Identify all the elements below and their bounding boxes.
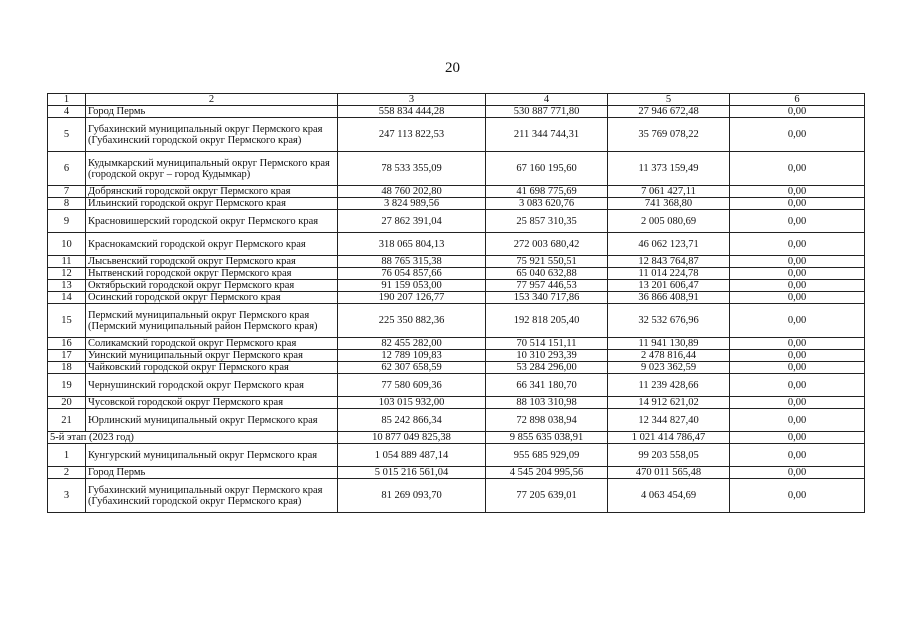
value-col-6: 0,00 [730,432,865,444]
value-col-5: 32 532 676,96 [608,304,730,338]
row-number: 9 [48,210,86,233]
value-col-5: 11 014 224,78 [608,268,730,280]
municipality-name: Лысьвенский городской округ Пермского края [86,256,338,268]
value-col-4: 75 921 550,51 [486,256,608,268]
column-header-4: 4 [486,94,608,106]
value-col-5: 2 005 080,69 [608,210,730,233]
row-number: 14 [48,292,86,304]
value-col-5: 4 063 454,69 [608,479,730,513]
value-col-3: 103 015 932,00 [338,397,486,409]
value-col-4: 72 898 038,94 [486,409,608,432]
value-col-6: 0,00 [730,152,865,186]
value-col-5: 27 946 672,48 [608,106,730,118]
table-row [48,186,865,198]
value-col-5: 11 941 130,89 [608,338,730,350]
value-col-4: 88 103 310,98 [486,397,608,409]
value-col-6: 0,00 [730,106,865,118]
value-col-3: 85 242 866,34 [338,409,486,432]
value-col-4: 77 205 639,01 [486,479,608,513]
value-col-6: 0,00 [730,479,865,513]
value-col-3: 77 580 609,36 [338,374,486,397]
table-row [48,467,865,479]
value-col-3: 247 113 822,53 [338,118,486,152]
table-row [48,409,865,432]
row-number: 7 [48,186,86,198]
municipality-name: Чусовской городской округ Пермского края [86,397,338,409]
row-number: 1 [48,444,86,467]
value-col-5: 7 061 427,11 [608,186,730,198]
table-row [48,280,865,292]
row-number: 20 [48,397,86,409]
value-col-5: 14 912 621,02 [608,397,730,409]
value-col-4: 25 857 310,35 [486,210,608,233]
value-col-5: 35 769 078,22 [608,118,730,152]
value-col-4: 10 310 293,39 [486,350,608,362]
table-row [48,198,865,210]
value-col-3: 62 307 658,59 [338,362,486,374]
value-col-3: 76 054 857,66 [338,268,486,280]
row-number: 2 [48,467,86,479]
value-col-6: 0,00 [730,338,865,350]
value-col-5: 9 023 362,59 [608,362,730,374]
row-number: 16 [48,338,86,350]
value-col-6: 0,00 [730,280,865,292]
value-col-6: 0,00 [730,186,865,198]
value-col-5: 12 843 764,87 [608,256,730,268]
value-col-3: 27 862 391,04 [338,210,486,233]
table-row [48,292,865,304]
column-header-2: 2 [86,94,338,106]
municipality-name: Соликамский городской округ Пермского края [86,338,338,350]
table-row [48,350,865,362]
table-row [48,338,865,350]
value-col-5: 46 062 123,71 [608,233,730,256]
value-col-5: 36 866 408,91 [608,292,730,304]
value-col-3: 12 789 109,83 [338,350,486,362]
municipality-name: Город Пермь [86,467,338,479]
value-col-4: 66 341 180,70 [486,374,608,397]
row-number: 8 [48,198,86,210]
table-row [48,256,865,268]
value-col-3: 48 760 202,80 [338,186,486,198]
row-number: 4 [48,106,86,118]
column-header-5: 5 [608,94,730,106]
value-col-4: 153 340 717,86 [486,292,608,304]
value-col-5: 741 368,80 [608,198,730,210]
value-col-4: 3 083 620,76 [486,198,608,210]
table-row [48,268,865,280]
value-col-6: 0,00 [730,118,865,152]
row-number: 3 [48,479,86,513]
stage-label: 5-й этап (2023 год) [48,432,338,444]
municipality-name: Нытвенский городской округ Пермского края [86,268,338,280]
column-header-6: 6 [730,94,865,106]
municipality-name: Губахинский муниципальный округ Пермского края (Губахинский городской округ Пермского края) [86,479,338,513]
row-number: 11 [48,256,86,268]
municipality-name: Юрлинский муниципальный округ Пермского края [86,409,338,432]
municipality-name: Осинский городской округ Пермского края [86,292,338,304]
table-row [48,233,865,256]
municipality-name: Кудымкарский муниципальный округ Пермского края (городской округ – город Кудымкар) [86,152,338,186]
municipality-name: Город Пермь [86,106,338,118]
row-number: 19 [48,374,86,397]
table-row [48,479,865,513]
table-row [48,397,865,409]
municipality-name: Губахинский муниципальный округ Пермского края (Губахинский городской округ Пермского края) [86,118,338,152]
municipality-name: Кунгурский муниципальный округ Пермского края [86,444,338,467]
value-col-5: 11 373 159,49 [608,152,730,186]
value-col-3: 1 054 889 487,14 [338,444,486,467]
value-col-3: 5 015 216 561,04 [338,467,486,479]
value-col-4: 53 284 296,00 [486,362,608,374]
value-col-3: 225 350 882,36 [338,304,486,338]
municipality-name: Уинский муниципальный округ Пермского края [86,350,338,362]
municipality-name: Краснокамский городской округ Пермского края [86,233,338,256]
value-col-3: 78 533 355,09 [338,152,486,186]
table-row [48,106,865,118]
value-col-6: 0,00 [730,374,865,397]
value-col-6: 0,00 [730,397,865,409]
row-number: 21 [48,409,86,432]
municipality-name: Красновишерский городской округ Пермского края [86,210,338,233]
table-body [48,94,865,513]
table-row [48,118,865,152]
row-number: 12 [48,268,86,280]
value-col-6: 0,00 [730,210,865,233]
value-col-6: 0,00 [730,304,865,338]
value-col-3: 82 455 282,00 [338,338,486,350]
table-row [48,362,865,374]
table-row [48,210,865,233]
value-col-6: 0,00 [730,292,865,304]
value-col-3: 91 159 053,00 [338,280,486,292]
value-col-4: 211 344 744,31 [486,118,608,152]
value-col-4: 530 887 771,80 [486,106,608,118]
table-row [48,444,865,467]
value-col-5: 99 203 558,05 [608,444,730,467]
value-col-3: 558 834 444,28 [338,106,486,118]
page-number: 20 [445,60,460,76]
row-number: 10 [48,233,86,256]
column-header-3: 3 [338,94,486,106]
header-row [48,94,865,106]
value-col-4: 77 957 446,53 [486,280,608,292]
value-col-4: 67 160 195,60 [486,152,608,186]
municipality-name: Чернушинский городской округ Пермского края [86,374,338,397]
value-col-5: 13 201 606,47 [608,280,730,292]
value-col-6: 0,00 [730,256,865,268]
value-col-5: 12 344 827,40 [608,409,730,432]
municipality-name: Чайковский городской округ Пермского края [86,362,338,374]
table-row [48,304,865,338]
value-col-6: 0,00 [730,444,865,467]
row-number: 13 [48,280,86,292]
table-row [48,152,865,186]
value-col-3: 318 065 804,13 [338,233,486,256]
municipality-name: Пермский муниципальный округ Пермского края (Пермский муниципальный район Пермского края) [86,304,338,338]
table-row [48,374,865,397]
value-col-6: 0,00 [730,362,865,374]
row-number: 18 [48,362,86,374]
table-row [48,432,865,444]
row-number: 17 [48,350,86,362]
row-number: 6 [48,152,86,186]
value-col-4: 41 698 775,69 [486,186,608,198]
value-col-4: 9 855 635 038,91 [486,432,608,444]
value-col-4: 70 514 151,11 [486,338,608,350]
value-col-3: 3 824 989,56 [338,198,486,210]
row-number: 5 [48,118,86,152]
municipality-name: Ильинский городской округ Пермского края [86,198,338,210]
value-col-5: 1 021 414 786,47 [608,432,730,444]
value-col-6: 0,00 [730,467,865,479]
value-col-5: 11 239 428,66 [608,374,730,397]
value-col-3: 190 207 126,77 [338,292,486,304]
budget-table [47,93,865,513]
municipality-name: Добрянский городской округ Пермского края [86,186,338,198]
municipality-name: Октябрьский городской округ Пермского края [86,280,338,292]
value-col-4: 272 003 680,42 [486,233,608,256]
row-number: 15 [48,304,86,338]
value-col-6: 0,00 [730,350,865,362]
value-col-6: 0,00 [730,409,865,432]
value-col-5: 2 478 816,44 [608,350,730,362]
value-col-4: 4 545 204 995,56 [486,467,608,479]
value-col-3: 10 877 049 825,38 [338,432,486,444]
value-col-5: 470 011 565,48 [608,467,730,479]
column-header-1: 1 [48,94,86,106]
value-col-3: 81 269 093,70 [338,479,486,513]
value-col-6: 0,00 [730,233,865,256]
value-col-4: 65 040 632,88 [486,268,608,280]
value-col-4: 955 685 929,09 [486,444,608,467]
value-col-3: 88 765 315,38 [338,256,486,268]
value-col-4: 192 818 205,40 [486,304,608,338]
value-col-6: 0,00 [730,268,865,280]
value-col-6: 0,00 [730,198,865,210]
